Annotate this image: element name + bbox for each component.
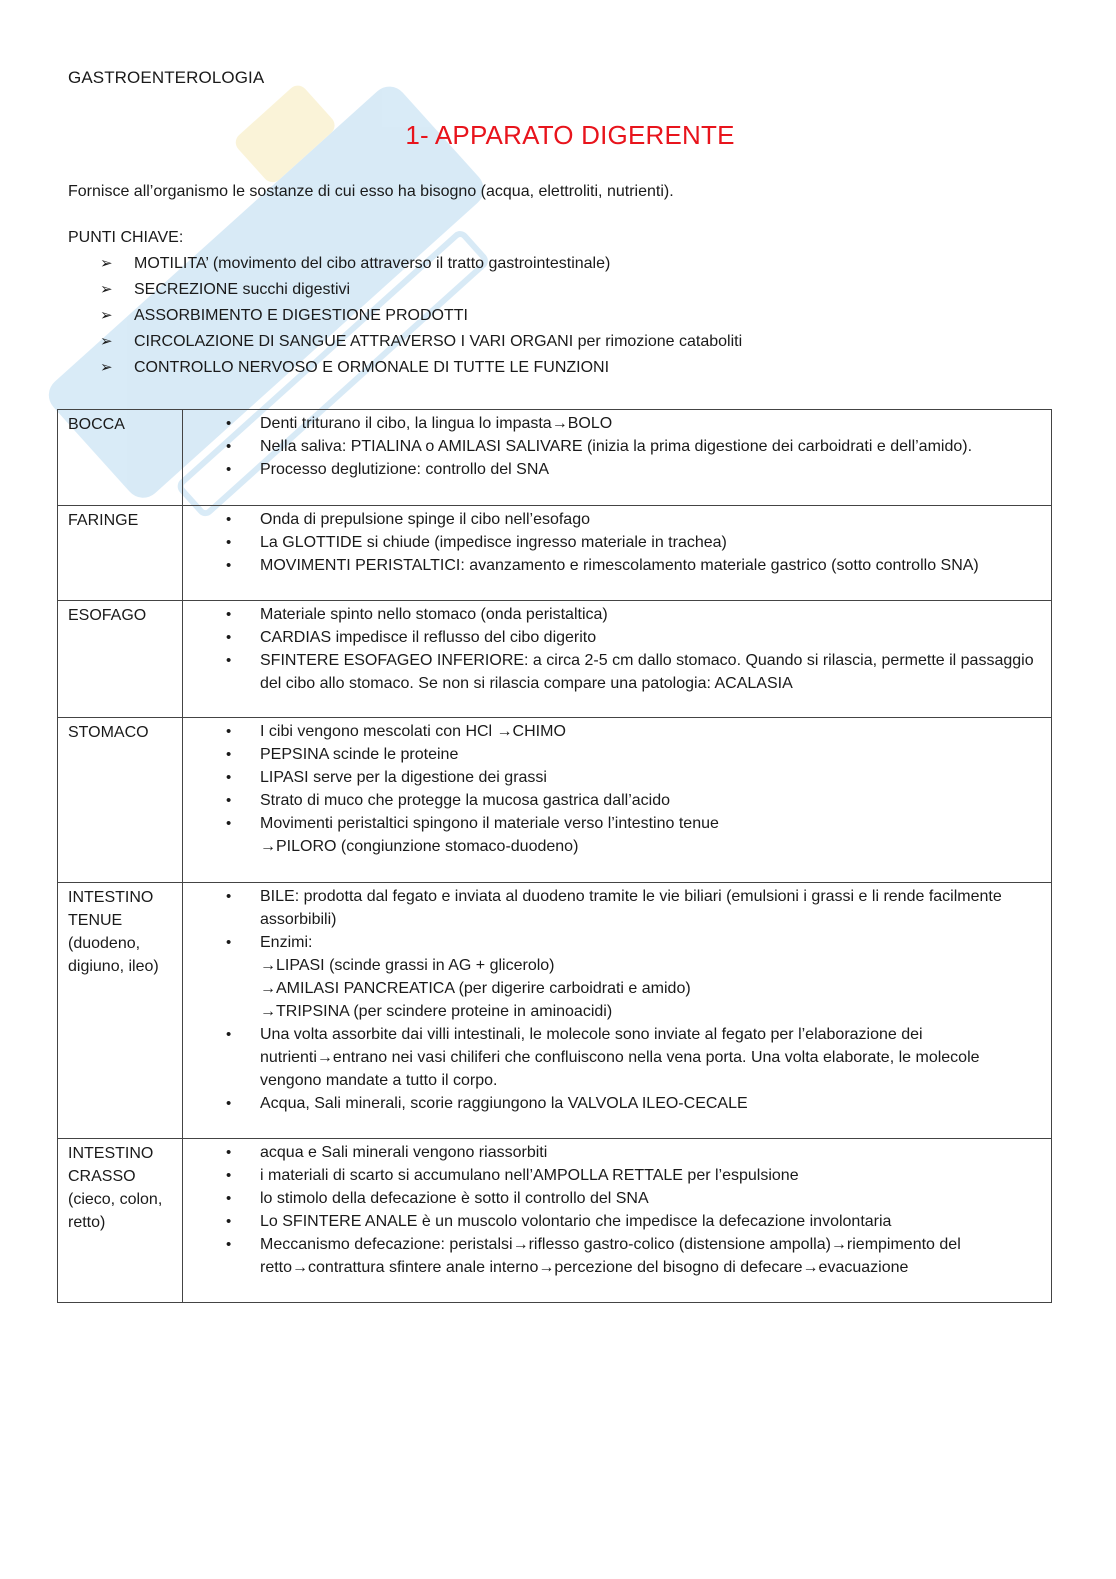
list-item: • i materiali di scarto si accumulano nell’AMPOLLA RETTALE per l’espulsione — [183, 1164, 1043, 1187]
details-list — [183, 508, 1043, 577]
list-item: • PEPSINA scinde le proteine — [183, 743, 1043, 766]
table-row — [58, 718, 1052, 883]
key-point-item: ➢ MOTILITA’ (movimento del cibo attraverso il tratto gastrointestinale) — [100, 253, 742, 279]
list-item: • BILE: prodotta dal fegato e inviata al duodeno tramite le vie biliari (emulsioni i grassi e li rende facilmente assorbibili) — [183, 885, 1043, 931]
list-item: • Meccanismo defecazione: peristalsi→riflesso gastro-colico (distensione ampolla)→riempimento del retto→contrattura sfintere anale interno→percezione del bisogno di defecare→evacuazione — [183, 1233, 1043, 1279]
organ-name-cell: STOMACO — [58, 718, 183, 883]
arrowhead-bullet-icon: ➢ — [100, 307, 113, 324]
table-row — [58, 506, 1052, 601]
organ-name-cell: INTESTINO CRASSO (cieco, colon, retto) — [58, 1139, 183, 1303]
details-list — [183, 603, 1043, 695]
list-item: • Lo SFINTERE ANALE è un muscolo volontario che impedisce la defecazione involontaria — [183, 1210, 1043, 1233]
list-item: • Acqua, Sali minerali, scorie raggiungono la VALVOLA ILEO-CECALE — [183, 1092, 1043, 1115]
organ-name-cell: BOCCA — [58, 410, 183, 506]
table-row — [58, 601, 1052, 718]
key-point-item: ➢ CIRCOLAZIONE DI SANGUE ATTRAVERSO I VARI ORGANI per rimozione cataboliti — [100, 331, 742, 357]
list-item: • Materiale spinto nello stomaco (onda peristaltica) — [183, 603, 1043, 626]
enzyme-line: →TRIPSINA (per scindere proteine in aminoacidi) — [260, 1003, 613, 1020]
list-item: • Onda di prepulsione spinge il cibo nell’esofago — [183, 508, 1043, 531]
organ-details-cell — [183, 1139, 1052, 1303]
list-item: • Nella saliva: PTIALINA o AMILASI SALIVARE (inizia la prima digestione dei carboidrati e dell’amido). — [183, 435, 1043, 458]
details-list — [183, 720, 1043, 858]
list-item: • I cibi vengono mescolati con HCl →CHIMO — [183, 720, 1043, 743]
table-row — [58, 1139, 1052, 1303]
list-item: • Denti triturano il cibo, la lingua lo impasta→BOLO — [183, 412, 1043, 435]
key-point-item: ➢ SECREZIONE succhi digestivi — [100, 279, 742, 305]
enzyme-line: →LIPASI (scinde grassi in AG + glicerolo) — [260, 957, 555, 974]
details-list — [183, 885, 1043, 1115]
intro-paragraph: Fornisce all’organismo le sostanze di cui esso ha bisogno (acqua, elettroliti, nutrienti). — [68, 183, 674, 200]
organ-details-cell — [183, 506, 1052, 601]
list-item: • CARDIAS impedisce il reflusso del cibo digerito — [183, 626, 1043, 649]
details-list — [183, 412, 1043, 481]
list-item: • lo stimolo della defecazione è sotto il controllo del SNA — [183, 1187, 1043, 1210]
list-item: • Processo deglutizione: controllo del SNA — [183, 458, 1043, 481]
key-points-title: PUNTI CHIAVE: — [68, 229, 184, 246]
list-item: • MOVIMENTI PERISTALTICI: avanzamento e rimescolamento materiale gastrico (sotto controllo SNA) — [183, 554, 1043, 577]
document-header: GASTROENTEROLOGIA — [68, 68, 265, 87]
organ-details-cell — [183, 410, 1052, 506]
list-item: • Movimenti peristaltici spingono il materiale verso l’intestino tenue →PILORO (congiunzione stomaco-duodeno) — [183, 812, 1043, 858]
page-title: 1- APPARATO DIGERENTE — [405, 120, 735, 150]
continuation-line: →PILORO (congiunzione stomaco-duodeno) — [260, 838, 579, 855]
enzyme-line: →AMILASI PANCREATICA (per digerire carboidrati e amido) — [260, 980, 691, 997]
list-item: • La GLOTTIDE si chiude (impedisce ingresso materiale in trachea) — [183, 531, 1043, 554]
organ-name-cell: INTESTINO TENUE (duodeno, digiuno, ileo) — [58, 883, 183, 1139]
list-item: • SFINTERE ESOFAGEO INFERIORE: a circa 2-5 cm dallo stomaco. Quando si rilascia, permette il passaggio del cibo allo stomaco. Se non si rilascia compare una patologia: ACALASIA — [183, 649, 1043, 695]
key-points-list — [100, 253, 742, 383]
arrowhead-bullet-icon: ➢ — [100, 255, 113, 272]
list-item: • acqua e Sali minerali vengono riassorbiti — [183, 1141, 1043, 1164]
list-item: • Enzimi: →LIPASI (scinde grassi in AG + glicerolo) →AMILASI PANCREATICA (per digerire carboidrati e amido) →TRIPSINA (per scindere proteine in aminoacidi) — [183, 931, 1043, 1023]
arrowhead-bullet-icon: ➢ — [100, 359, 113, 376]
table-row — [58, 410, 1052, 506]
details-list — [183, 1141, 1043, 1279]
arrowhead-bullet-icon: ➢ — [100, 333, 113, 350]
organ-name-cell: FARINGE — [58, 506, 183, 601]
key-point-item: ➢ CONTROLLO NERVOSO E ORMONALE DI TUTTE LE FUNZIONI — [100, 357, 742, 383]
organ-name-cell: ESOFAGO — [58, 601, 183, 718]
organ-details-cell — [183, 883, 1052, 1139]
list-item: • Strato di muco che protegge la mucosa gastrica dall’acido — [183, 789, 1043, 812]
digestive-organs-table — [57, 409, 1052, 1303]
list-item: • Una volta assorbite dai villi intestinali, le molecole sono inviate al fegato per l’elaborazione dei nutrienti→entrano nei vasi chiliferi che confluiscono nella vena porta. Una volta elaborate, le molecole vengono mandate a tutto il corpo. — [183, 1023, 1043, 1092]
table-row — [58, 883, 1052, 1139]
organ-details-cell — [183, 601, 1052, 718]
arrowhead-bullet-icon: ➢ — [100, 281, 113, 298]
key-point-item: ➢ ASSORBIMENTO E DIGESTIONE PRODOTTI — [100, 305, 742, 331]
organ-details-cell — [183, 718, 1052, 883]
list-item: • LIPASI serve per la digestione dei grassi — [183, 766, 1043, 789]
